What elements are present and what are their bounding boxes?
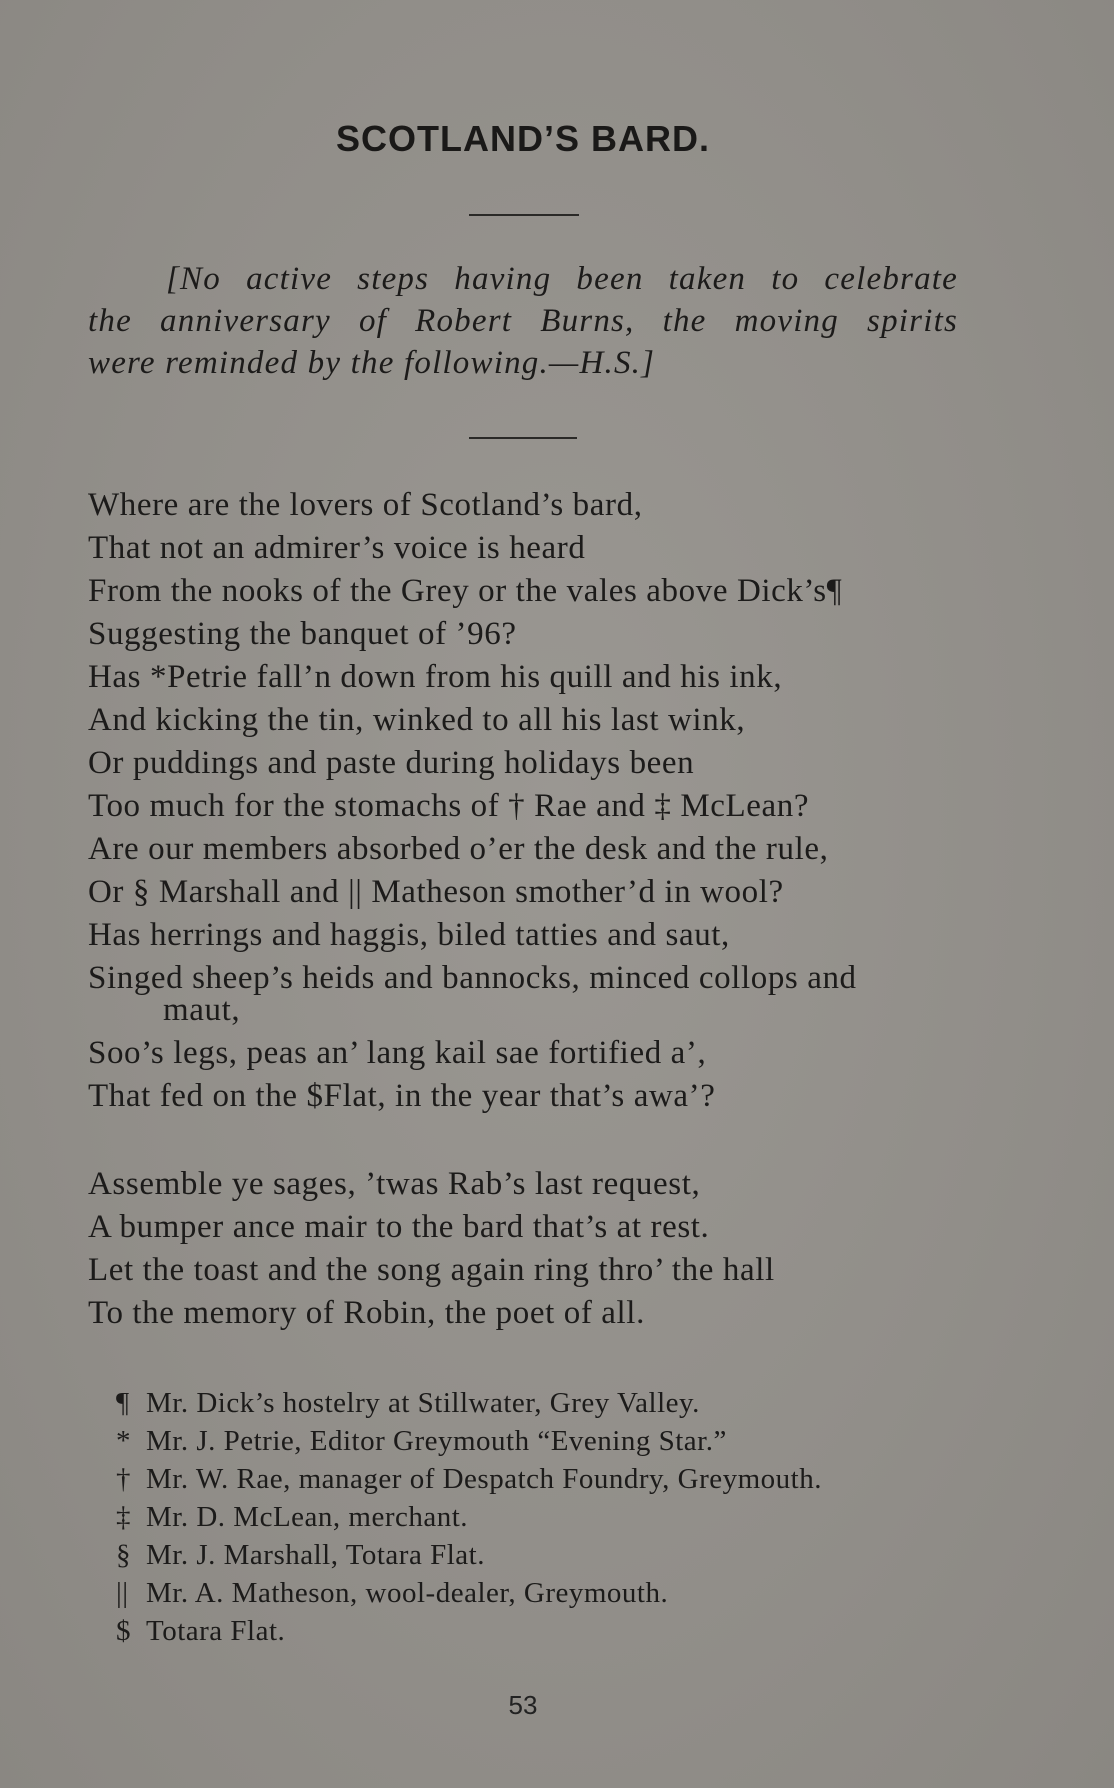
footnote	[116, 1384, 976, 1422]
poem-line: Let the toast and the song again ring thro’ the hall	[88, 1252, 775, 1288]
poem-line: Soo’s legs, peas an’ lang kail sae fortified a’,	[88, 1035, 707, 1071]
poem-stanza-2	[88, 1163, 968, 1335]
title-divider	[469, 214, 579, 216]
footnote-text: Mr. W. Rae, manager of Despatch Foundry, Greymouth.	[146, 1463, 822, 1495]
footnote-mark: §	[116, 1539, 131, 1571]
footnote-text: Totara Flat.	[146, 1615, 286, 1647]
preface-line: the anniversary of Robert Burns, the moving spirits	[88, 303, 958, 339]
preface-line: were reminded by the following.—H.S.]	[88, 345, 656, 381]
poem-line: Are our members absorbed o’er the desk and the rule,	[88, 831, 829, 867]
poem-stanza-1	[88, 484, 968, 1118]
footnotes	[116, 1384, 976, 1650]
footnote-mark: $	[116, 1615, 131, 1647]
poem-line: That fed on the $Flat, in the year that’s awa’?	[88, 1078, 716, 1114]
footnote	[116, 1574, 976, 1612]
footnote-text: Mr. A. Matheson, wool-dealer, Greymouth.	[146, 1577, 669, 1609]
preface-divider	[469, 437, 577, 439]
preface-note	[88, 258, 958, 384]
poem-line: Where are the lovers of Scotland’s bard,	[88, 487, 643, 523]
footnote	[116, 1498, 976, 1536]
footnote	[116, 1612, 976, 1650]
footnote-mark: *	[116, 1425, 131, 1457]
footnote-text: Mr. J. Marshall, Totara Flat.	[146, 1539, 485, 1571]
footnote-text: Mr. J. Petrie, Editor Greymouth “Evening Star.”	[146, 1425, 727, 1457]
poem-line: Assemble ye sages, ’twas Rab’s last request,	[88, 1166, 701, 1202]
poem-line: Has *Petrie fall’n down from his quill and his ink,	[88, 659, 783, 695]
poem-line: And kicking the tin, winked to all his last wink,	[88, 702, 746, 738]
poem-line: That not an admirer’s voice is heard	[88, 530, 586, 566]
poem-line: Or § Marshall and || Matheson smother’d in wool?	[88, 874, 784, 910]
footnote	[116, 1460, 976, 1498]
poem-line: Has herrings and haggis, biled tatties and saut,	[88, 917, 730, 953]
poem-line: Suggesting the banquet of ’96?	[88, 616, 517, 652]
footnote-mark: ‡	[116, 1501, 131, 1533]
footnote-mark: ||	[116, 1577, 129, 1609]
poem-line: Singed sheep’s heids and bannocks, minced collops and	[88, 960, 857, 996]
page-number: 53	[508, 1690, 538, 1720]
poem-line-continuation: maut,	[163, 992, 241, 1028]
footnote	[116, 1422, 976, 1460]
poem-line: Or puddings and paste during holidays been	[88, 745, 695, 781]
footnote-text: Mr. D. McLean, merchant.	[146, 1501, 469, 1533]
poem-line: Too much for the stomachs of † Rae and ‡ McLean?	[88, 788, 810, 824]
footnote-mark: ¶	[116, 1387, 130, 1419]
footnote-text: Mr. Dick’s hostelry at Stillwater, Grey Valley.	[146, 1387, 700, 1419]
footnote-mark: †	[116, 1463, 131, 1495]
poem-line: To the memory of Robin, the poet of all.	[88, 1295, 645, 1331]
footnote	[116, 1536, 976, 1574]
poem-line: A bumper ance mair to the bard that’s at rest.	[88, 1209, 710, 1245]
preface-line: [No active steps having been taken to celebrate	[166, 261, 958, 297]
page-title: SCOTLAND’S BARD.	[336, 118, 710, 159]
poem-line: From the nooks of the Grey or the vales above Dick’s¶	[88, 573, 843, 609]
